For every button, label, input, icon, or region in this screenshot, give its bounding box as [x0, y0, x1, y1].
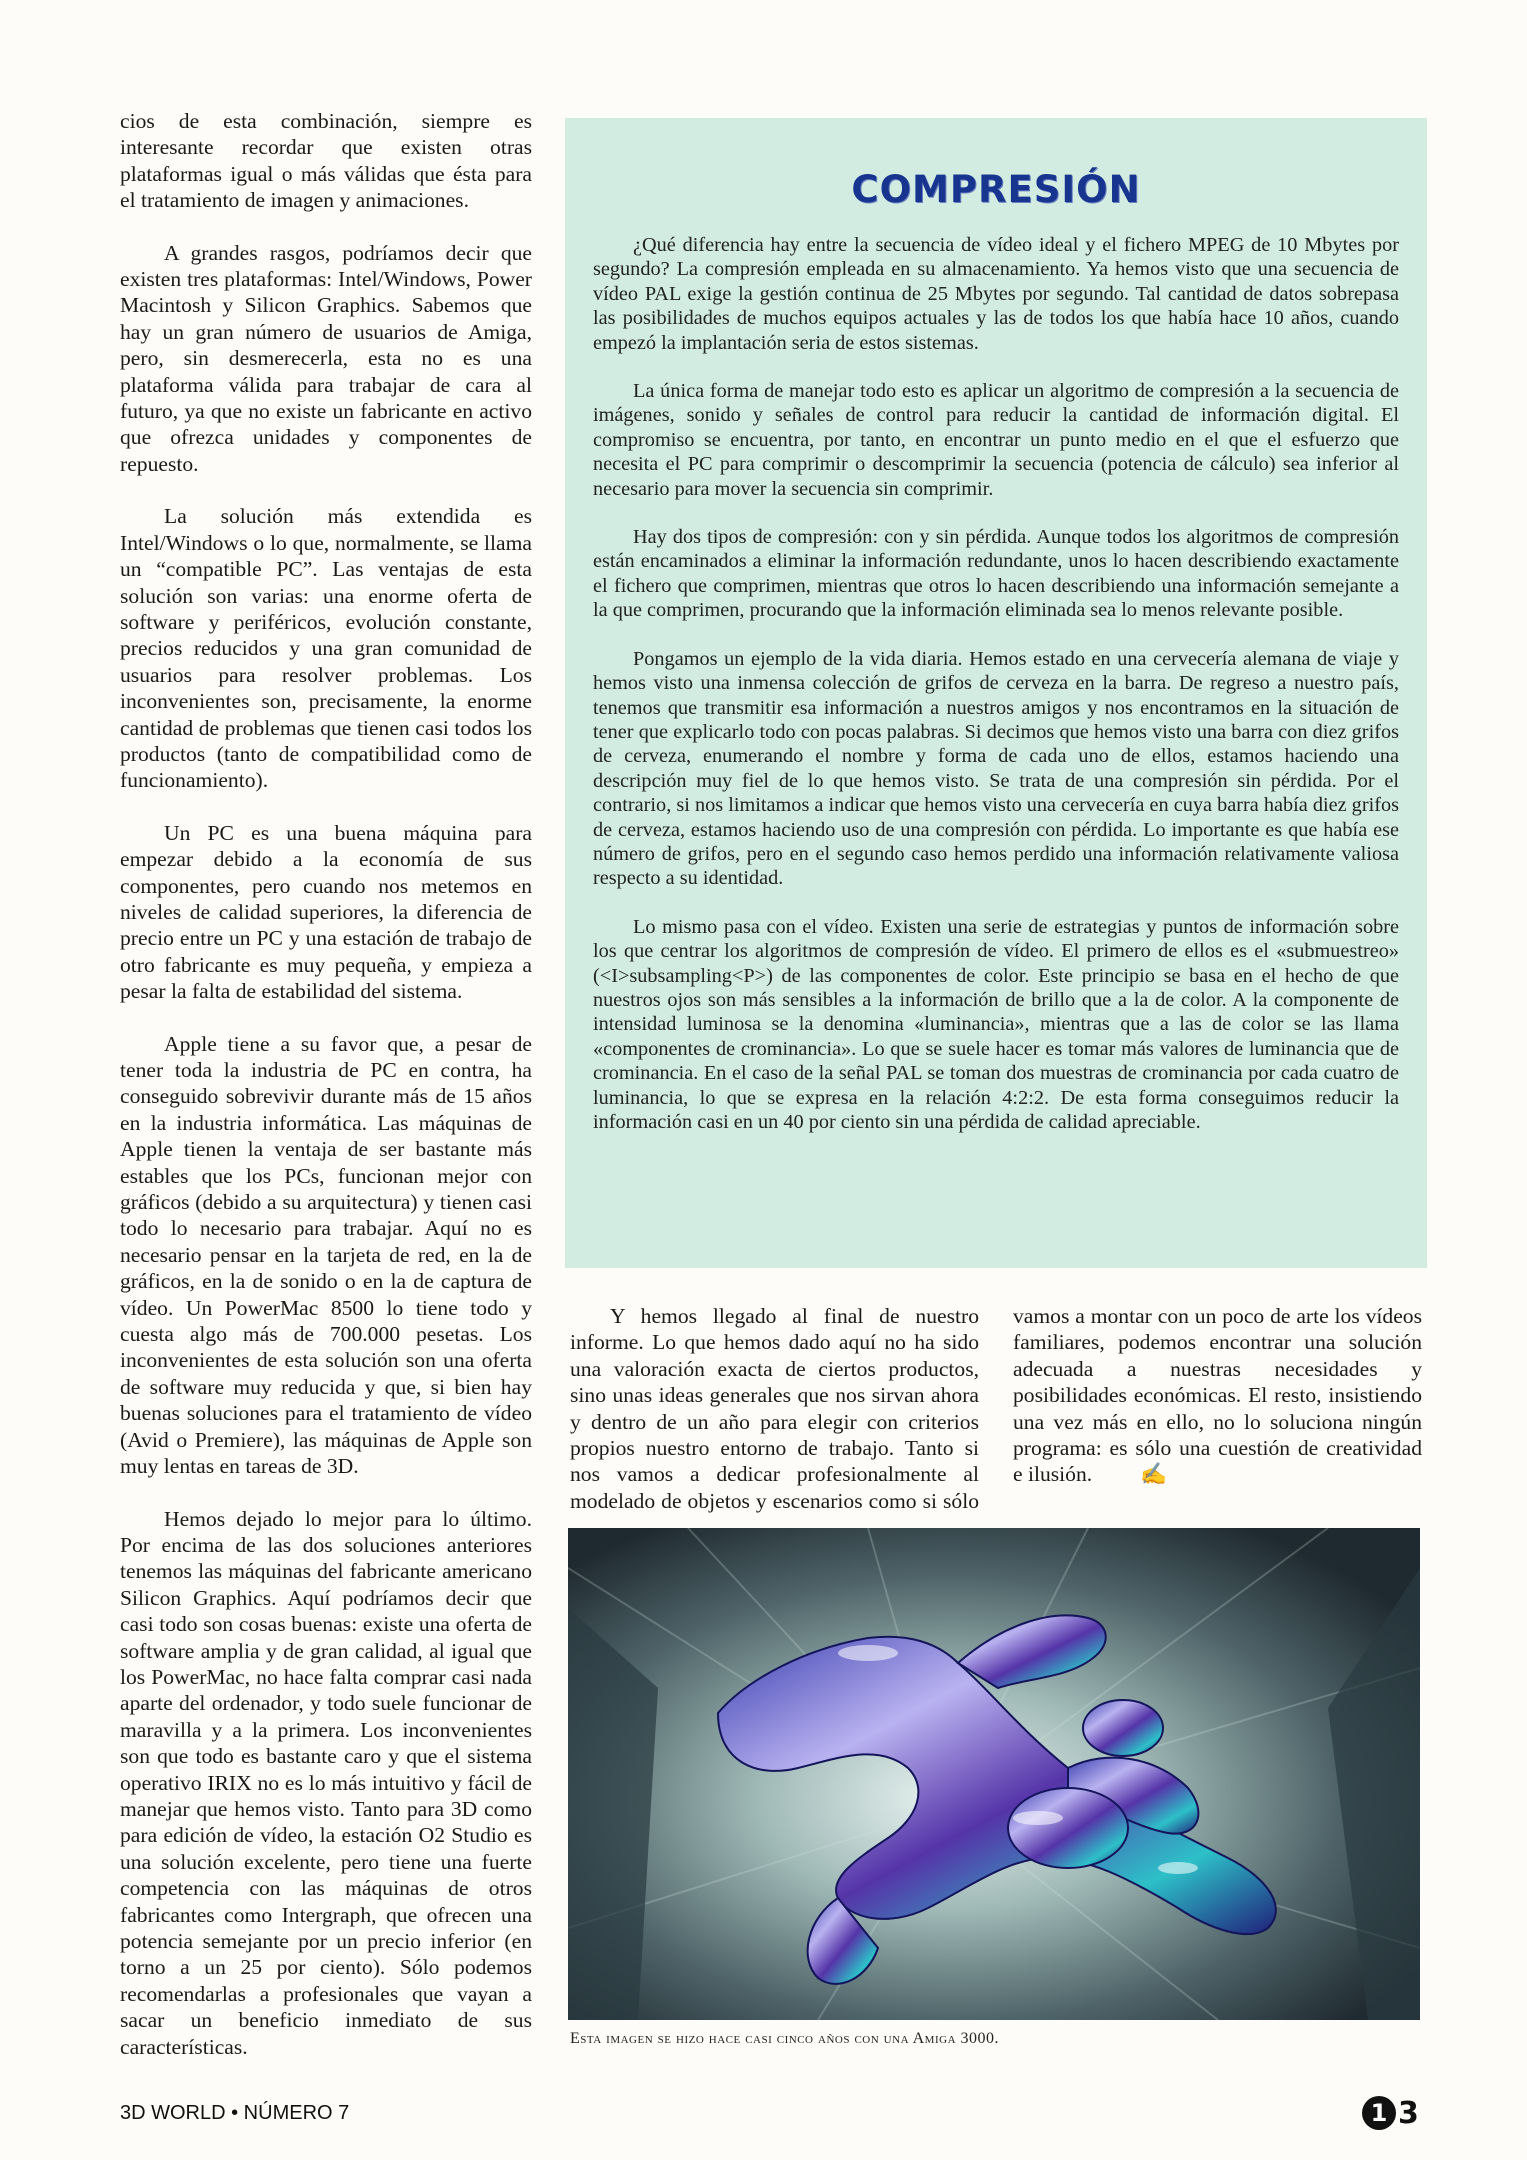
- closing-columns: [570, 1303, 1422, 1514]
- render-illustration: [568, 1528, 1420, 2020]
- sidebar-paragraph: ¿Qué diferencia hay entre la secuencia de vídeo ideal y el fichero MPEG de 10 Mbytes por segundo? La compresión empleada en su almacenamiento. Ya hemos visto que una secuencia de vídeo PAL exige la gestión continua de 25 Mbytes por segundo. Tal cantidad de datos sobrepasa las posibilidades de muchos equipos actuales y las de todos los que había hace 10 años, cuando empezó la implantación seria de estos sistemas.: [593, 234, 1399, 354]
- page-number: [1362, 2095, 1419, 2131]
- sidebar-paragraph: La única forma de manejar todo esto es aplicar un algoritmo de compresión a la secuencia de imágenes, sonido y señales de control para reducir la cantidad de información digital. El compromiso se encuentra, por tanto, en encontrar un punto medio en el que el esfuerzo que necesita el PC para comprimir o descomprimir la secuencia (potencia de cálculo) sea inferior al necesario para mover la secuencia sin comprimir.: [593, 380, 1399, 500]
- amiga-render-image: [568, 1528, 1420, 2020]
- sidebar-paragraph: Lo mismo pasa con el vídeo. Existen una serie de estrategias y puntos de información sobre los que centrar los algoritmos de compresión de vídeo. El primero de ellos es el «submuestreo» (<I>subsampling<P>) de las componentes de color. Este principio se basa en el hecho de que nuestros ojos son más sensibles a la información de brillo que a la de color. A la componente de intensidad luminosa se la denomina «luminancia», mientras que a las de color se las llama «componentes de crominancia». Lo que se suele hacer es tomar más valores de luminancia que de crominancia. En el caso de la señal PAL se toman dos muestras de crominancia por cada cuatro de luminancia, lo que se expresa en la relación 4:2:2. De esta forma conseguimos reducir la información casi en un 40 por ciento sin una pérdida de calidad apreciable.: [593, 915, 1399, 1133]
- image-caption: Esta imagen se hizo hace casi cinco años con una Amiga 3000.: [570, 2030, 1000, 2047]
- sidebar-paragraph: Pongamos un ejemplo de la vida diaria. Hemos estado en una cervecería alemana de viaje y hemos visto una inmensa colección de grifos de cerveza en la barra. De regreso a nuestro país, tenemos que transmitir esa información a nuestros amigos y nos encontramos en la situación de tener que explicarlo todo con pocas palabras. Si decimos que hemos visto una barra con diez grifos de cerveza, enumerando el nombre y forma de cada uno de ellos, estamos haciendo una descripción muy fiel de lo que hemos visto. Se trata de una compresión sin pérdida. Por el contrario, si nos limitamos a indicar que hemos visto una cervecería en cuya barra había diez grifos de cerveza, estamos haciendo uso de una compresión con pérdida. Lo importante es que había ese número de grifos, pero en el segundo caso hemos perdido una información relativamente valiosa respecto a su identidad.: [593, 647, 1399, 890]
- page-number-rest: 3: [1398, 2095, 1419, 2131]
- paragraph: Un PC es una buena máquina para empezar debido a la economía de sus componentes, pero cuando nos metemos en niveles de calidad superiores, la diferencia de precio entre un PC y una estación de trabajo de otro fabricante es muy pequeña, y empieza a pesar la falta de estabilidad del sistema.: [120, 820, 532, 1004]
- sidebar-title: COMPRESIÓN: [851, 168, 1141, 211]
- paragraph: La solución más extendida es Intel/Windows o lo que, normalmente, se llama un “compatible PC”. Las ventajas de esta solución son varias: una enorme oferta de software y periféricos, evolución constante, precios reducidos y una gran comunidad de usuarios para resolver problemas. Los inconvenientes son, precisamente, la enorme cantidad de problemas que tienen casi todos los productos (tanto de compatibilidad como de funcionamiento).: [120, 504, 532, 793]
- closing-paragraph: [570, 1303, 1422, 1514]
- compression-sidebar: [565, 118, 1427, 1268]
- paragraph: cios de esta combinación, siempre es interesante recordar que existen otras plataformas igual o más válidas que ésta para el tratamiento de imagen y animaciones.: [120, 109, 532, 213]
- signature-icon: ✍: [1140, 1462, 1168, 1487]
- left-column: [120, 108, 532, 2086]
- sidebar-paragraph: Hay dos tipos de compresión: con y sin pérdida. Aunque todos los algoritmos de compresión están encaminados a eliminar la información redundante, unos lo hacen describiendo exactamente el fichero que comprimen, mientras que otros lo hacen describiendo una información semejante a la que comprimen, procurando que la información eliminada sea lo menos relevante posible.: [593, 526, 1399, 622]
- page-number-circled: 1: [1362, 2096, 1396, 2130]
- paragraph: Apple tiene a su favor que, a pesar de tener toda la industria de PC en contra, ha conseguido sobrevivir durante más de 15 años en la industria informática. Las máquinas de Apple tienen la ventaja de ser bastante más estables que los PCs, funcionan mejor con gráficos (debido a su arquitectura) y tienen casi todo lo necesario para trabajar. Aquí no es necesario pensar en la tarjeta de red, en la de gráficos, en la de sonido o en la de captura de vídeo. Un PowerMac 8500 lo tiene todo y cuesta algo más de 700.000 pesetas. Los inconvenientes de esta solución son una oferta de software muy reducida y que, si bien hay buenas soluciones para el tratamiento de vídeo (Avid o Premiere), las máquinas de Apple son muy lentas en tareas de 3D.: [120, 1031, 532, 1479]
- paragraph: Hemos dejado lo mejor para lo último. Por encima de las dos soluciones anteriores tenemos las máquinas del fabricante americano Silicon Graphics. Aquí podríamos decir que casi todo son cosas buenas: existe una oferta de software amplia y de gran calidad, al igual que los PowerMac, no hace falta comprar casi nada aparte del ordenador, y todo suele funcionar de maravilla y a la primera. Los inconvenientes son que todo es bastante caro y que el sistema operativo IRIX no es lo más intuitivo y fácil de manejar que hemos visto. Tanto para 3D como para edición de vídeo, la estación O2 Studio es una solución excelente, pero tiene una fuerte competencia con las máquinas de otros fabricantes como Intergraph, que ofrecen una potencia semejante por un precio inferior (en torno a un 25 por ciento). Sólo podemos recomendarlas a profesionales que vayan a sacar un beneficio inmediato de sus características.: [120, 1506, 532, 2059]
- paragraph: A grandes rasgos, podríamos decir que existen tres plataformas: Intel/Windows, Power Macintosh y Silicon Graphics. Sabemos que hay un gran número de usuarios de Amiga, pero, sin desmerecerla, esta no es una plataforma válida para trabajar de cara al futuro, ya que no existe un fabricante en activo que ofrezca unidades y componentes de repuesto.: [120, 240, 532, 476]
- closing-text: Y hemos llegado al final de nuestro informe. Lo que hemos dado aquí no ha sido una valoración exacta de ciertos productos, sino unas ideas generales que nos sirvan ahora y dentro de un año para elegir con criterios propios nuestro entorno de trabajo. Tanto si nos vamos a dedicar profesionalmente al modelado de objetos y escenarios como si sólo vamos a montar con un poco de arte los vídeos familiares, podemos encontrar una solución adecuada a nuestras necesidades y posibilidades económicas. El resto, insistiendo una vez más en ello, no lo soluciona ningún programa: es sólo una cuestión de creatividad e ilusión.: [570, 1304, 1422, 1513]
- magazine-footer: 3D WORLD • NÚMERO 7: [120, 2102, 350, 2124]
